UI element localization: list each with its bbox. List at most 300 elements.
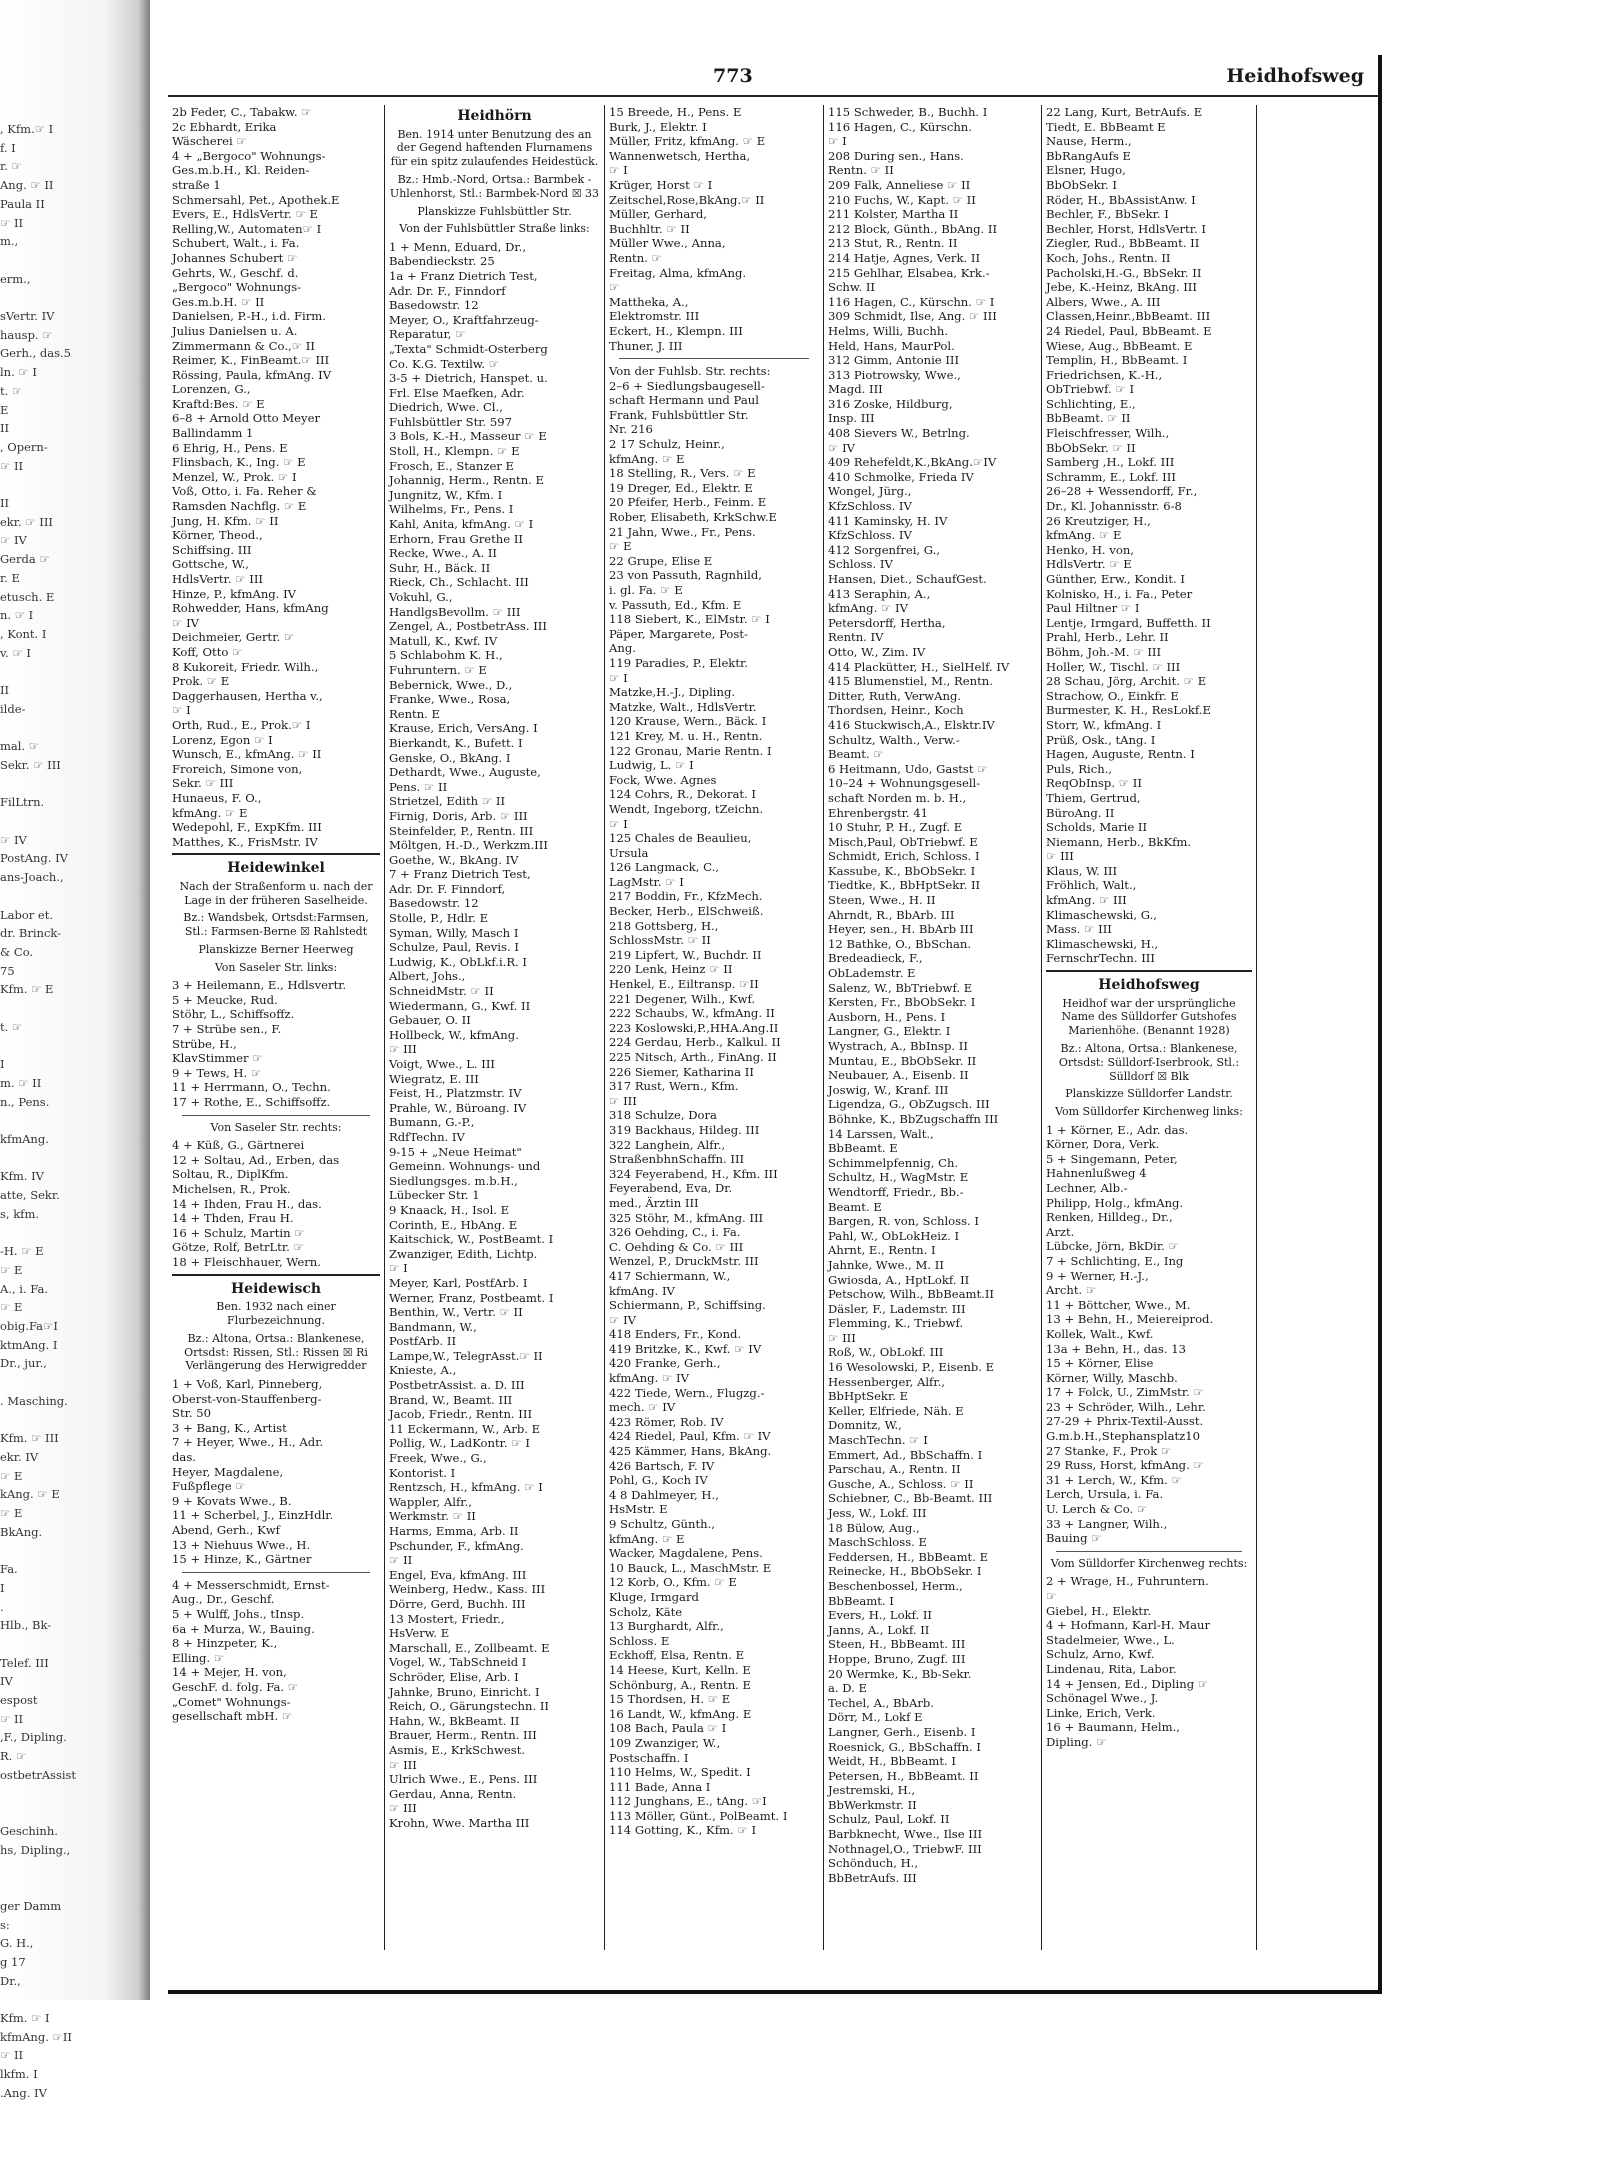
directory-entry: 9 + Tews, H. ☞ — [172, 1065, 262, 1080]
left-page-fragment: atte, Sekr. — [0, 1188, 60, 1203]
directory-entry: 4 + „Bergoco" Wohnungs- — [172, 148, 326, 163]
directory-entry: Ziegler, Rud., BbBeamt. II — [1046, 236, 1200, 251]
directory-entry: BüroAng. II — [1046, 805, 1115, 820]
directory-entry: Möltgen, H.-D., Werkzm.III — [389, 838, 548, 853]
directory-entry: Schönburg, A., Rentn. E — [609, 1677, 752, 1692]
directory-entry: Soltau, R., DiplKfm. — [172, 1167, 289, 1182]
directory-entry: Hahnenlußweg 4 — [1046, 1166, 1147, 1181]
left-page-fragment: Fa. — [0, 1562, 18, 1577]
directory-entry: 1 + Menn, Eduard, Dr., — [389, 239, 527, 254]
directory-entry: Reparatur, ☞ — [389, 327, 466, 342]
directory-entry: BbBeamt. I — [828, 1593, 894, 1608]
directory-entry: Kahl, Anita, kfmAng. ☞ I — [389, 517, 534, 532]
directory-entry: Strübe, H., — [172, 1036, 237, 1051]
directory-entry: Johannes Schubert ☞ — [172, 250, 298, 265]
directory-entry: Stöhr, L., Schiffsoffz. — [172, 1007, 295, 1022]
directory-entry: Jungnitz, W., Kfm. I — [389, 487, 503, 502]
directory-entry: Schimmelpfennig, Ch. — [828, 1155, 959, 1170]
street-description: Nach der Straßenform u. nach der Lage in der früheren Saselheide. — [179, 879, 373, 907]
directory-entry: 2c Ebhardt, Erika — [172, 119, 277, 134]
directory-entry: Ahrndt, R., BbArb. III — [828, 907, 955, 922]
directory-entry: Barbknecht, Wwe., Ilse III — [828, 1827, 983, 1842]
left-page-fragment: Labor et. — [0, 907, 54, 922]
directory-entry: C. Oehding & Co. ☞ III — [609, 1239, 744, 1254]
directory-entry: 2 + Wrage, H., Fuhruntern. — [1046, 1574, 1209, 1589]
directory-entry: Klaus, W. III — [1046, 863, 1118, 878]
directory-entry: KfzSchloss. IV — [828, 528, 912, 543]
directory-entry: „Bergoco" Wohnungs- — [172, 280, 302, 295]
directory-entry: i. gl. Fa. ☞ E — [609, 583, 683, 597]
directory-entry: kfmAng. IV — [609, 1283, 675, 1298]
directory-entry: Ang. — [609, 641, 636, 656]
directory-entry: Bechler, F., BbSekr. I — [1046, 207, 1169, 222]
directory-entry: 13 + Niehuus Wwe., H. — [172, 1537, 311, 1552]
directory-entry: Fröhlich, Walt., — [1046, 878, 1137, 893]
directory-entry: Zwanziger, Edith, Lichtp. — [389, 1246, 538, 1261]
directory-entry: Jahnke, Bruno, Einricht. I — [389, 1684, 540, 1699]
directory-entry: Werner, Franz, Postbeamt. I — [389, 1290, 554, 1305]
directory-entry: Beschenbossel, Herm., — [828, 1578, 963, 1593]
left-page-fragment: ☞ IV — [0, 832, 27, 847]
directory-entry: Schloss. E — [609, 1633, 670, 1648]
directory-entry: Meyer, O., Kraftfahrzeug- — [389, 312, 539, 327]
directory-entry: Jahnke, Wwe., M. II — [828, 1257, 944, 1272]
left-page-fragment: r. E — [0, 570, 20, 585]
directory-entry: Wilhelms, Fr., Pens. I — [389, 502, 514, 517]
running-head: Heidhofsweg — [1226, 65, 1364, 87]
directory-entry: 424 Riedel, Paul, Kfm. ☞ IV — [609, 1429, 771, 1444]
directory-entry: Albers, Wwe., A. III — [1046, 294, 1161, 309]
directory-entry: 124 Cohrs, R., Dekorat. I — [609, 787, 757, 802]
directory-entry: Pahl, W., ObLokHeiz. I — [828, 1228, 960, 1243]
directory-entry: Zeitschel,Rose,BkAng.☞ II — [609, 192, 765, 207]
directory-entry: SchneidMstr. ☞ II — [389, 984, 494, 999]
directory-entry: Goethe, W., BkAng. IV — [389, 852, 519, 867]
left-page-fragment — [0, 1859, 150, 1878]
directory-entry: Bandmann, W., — [389, 1319, 477, 1334]
directory-entry: 110 Helms, W., Spedit. I — [609, 1765, 751, 1780]
directory-entry: Schloss. IV — [828, 557, 893, 572]
directory-entry: Wiegratz, E. III — [389, 1071, 479, 1086]
directory-entry: Adr. Dr. F., Finndorf — [389, 283, 506, 298]
directory-entry: Feist, H., Platzmstr. IV — [389, 1086, 522, 1101]
directory-entry: Müller Wwe., Anna, — [609, 236, 726, 251]
directory-entry: 4 8 Dahlmeyer, H., — [609, 1487, 719, 1502]
directory-entry: Freitag, Alma, kfmAng. — [609, 265, 747, 280]
left-page-fragment: v. ☞ I — [0, 645, 31, 660]
left-page-fragment: ☞ II — [0, 458, 24, 473]
street-description: Ben. 1914 unter Benutzung des an der Gegend haftenden Flurnamens für ein spitz zulaufendes Heidestück. — [390, 127, 599, 169]
directory-entry: Langner, Gerh., Eisenb. I — [828, 1724, 976, 1739]
directory-entry: ReqObInsp. ☞ II — [1046, 776, 1142, 791]
directory-entry: Sekr. ☞ III — [172, 776, 234, 791]
directory-entry: a. D. E — [828, 1681, 867, 1696]
directory-entry: Engel, Eva, kfmAng. III — [389, 1567, 527, 1582]
directory-entry: 8 Kukoreit, Friedr. Wilh., — [172, 659, 319, 674]
directory-entry: Kaitschick, W., PostBeamt. I — [389, 1232, 554, 1247]
directory-entry: Dörre, Gerd, Buchh. III — [389, 1596, 526, 1611]
directory-entry: Burk, J., Elektr. I — [609, 119, 707, 134]
directory-entry: 417 Schiermann, W., — [609, 1268, 731, 1283]
directory-entry: Heyer, Magdalene, — [172, 1464, 284, 1479]
directory-entry: BbBeamt. ☞ II — [1046, 411, 1131, 426]
left-page-fragment: & Co. — [0, 944, 34, 959]
left-page-fragment: PostAng. IV — [0, 851, 68, 866]
directory-entry: Elektromstr. III — [609, 309, 700, 324]
left-page-fragment: hausp. ☞ — [0, 327, 53, 342]
directory-entry: Krüger, Horst ☞ I — [609, 177, 713, 192]
directory-entry: Heyer, sen., H. BbArb III — [828, 922, 974, 937]
directory-entry: „Texta" Schmidt-Osterberg — [389, 341, 548, 356]
left-page-fragment — [0, 1990, 150, 2009]
directory-entry: Tiedt, E. BbBeamt E — [1046, 119, 1166, 134]
directory-entry: Kluge, Irmgard — [609, 1589, 699, 1604]
directory-entry: schaft Hermann und Paul — [609, 393, 759, 408]
directory-entry: Ahrnt, E., Rentn. I — [828, 1243, 936, 1258]
directory-entry: 23 von Passuth, Ragnhild, — [609, 568, 762, 583]
directory-entry: 409 Rehefeldt,K.,BkAng.☞IV — [828, 455, 997, 470]
left-page-fragment: ,F., Dipling. — [0, 1730, 67, 1745]
left-page-fragment: Kfm. ☞ I — [0, 2011, 50, 2026]
directory-entry: Lindenau, Rita, Labor. — [1046, 1661, 1177, 1676]
left-page-fragment: m., — [0, 234, 19, 249]
directory-entry: 22 Lang, Kurt, BetrAufs. E — [1046, 105, 1203, 119]
directory-entry: Schröder, Elise, Arb. I — [389, 1669, 519, 1684]
directory-entry: SchlossMstr. ☞ II — [609, 933, 711, 948]
directory-entry: ☞ I — [389, 1261, 408, 1276]
street-subheading: Vom Sülldorfer Kirchenweg links: — [1055, 1105, 1243, 1118]
directory-entry: BbHptSekr. E — [828, 1389, 909, 1404]
directory-entry: Puls, Rich., — [1046, 761, 1113, 776]
directory-entry: ☞ II — [389, 1553, 413, 1568]
directory-entry: Ursula — [609, 845, 649, 860]
left-page-fragment — [0, 812, 150, 831]
directory-entry: Kolnisko, H., i. Fa., Peter — [1046, 586, 1193, 601]
directory-entry: Ehrenbergstr. 41 — [828, 805, 929, 820]
directory-entry: Wenzel, P., DruckMstr. III — [609, 1254, 759, 1269]
directory-entry: 11 + Herrmann, O., Techn. — [172, 1080, 331, 1095]
directory-entry: kfmAng. ☞ E — [172, 805, 248, 820]
directory-entry: Ges.m.b.H. ☞ II — [172, 294, 265, 309]
directory-entry: ☞ III — [1046, 849, 1074, 864]
directory-entry: 26 Kreutziger, H., — [1046, 513, 1151, 528]
left-page-fragment: mal. ☞ — [0, 739, 40, 754]
directory-entry: 125 Chales de Beaulieu, — [609, 831, 752, 846]
directory-entry: Holler, W., Tischl. ☞ III — [1046, 659, 1181, 674]
street-description: Heidhof war der ursprüngliche Name des Sülldorfer Gutshofes Marienhöhe. (Benannt 1928) — [1061, 996, 1237, 1038]
directory-entry: 14 Larssen, Walt., — [828, 1126, 934, 1141]
directory-entry: Bebernick, Wwe., D., — [389, 677, 513, 692]
directory-entry: Schönduch, H., — [828, 1856, 919, 1871]
directory-entry: Zimmermann & Co.,☞ II — [172, 338, 315, 353]
column-6 — [1256, 105, 1478, 1950]
directory-entry: Janns, A., Lokf. II — [828, 1622, 930, 1637]
street-heading: Heidewisch — [172, 1274, 380, 1297]
left-page-fragment: .Ang. IV — [0, 2085, 47, 2100]
left-page-fragment: Geschinh. — [0, 1823, 58, 1838]
left-page-fragment: n. ☞ I — [0, 608, 34, 623]
street-subheading: Von der Fuhlsbüttler Straße links: — [399, 222, 590, 236]
directory-entry: Pens. ☞ II — [389, 779, 448, 794]
directory-entry: 13 Mostert, Friedr., — [389, 1611, 505, 1626]
directory-entry: Salenz, W., BbTriebwf. E — [828, 980, 973, 995]
left-page-fragment: , Kont. I — [0, 626, 47, 641]
directory-entry: 6–8 + Arnold Otto Meyer — [172, 411, 320, 426]
directory-entry: 114 Gotting, K., Kfm. ☞ I — [609, 1823, 757, 1838]
directory-entry: Fuhruntern. ☞ E — [389, 662, 487, 677]
left-page-fragment: ilde- — [0, 701, 26, 716]
directory-entry: straße 1 — [172, 177, 221, 192]
directory-entry: 426 Bartsch, F. IV — [609, 1458, 715, 1473]
directory-entry: G.m.b.H.,Stephansplatz10 — [1046, 1429, 1201, 1444]
left-page-fragment: -H. ☞ E — [0, 1244, 44, 1259]
directory-entry: Steinfelder, P., Rentn. III — [389, 823, 534, 838]
directory-entry: Bumann, G.-P., — [389, 1115, 475, 1130]
left-page-fragment: kfmAng. ☞II — [0, 2029, 72, 2044]
left-page-fragment: ans-Joach., — [0, 870, 64, 885]
directory-entry: ☞ III — [389, 1042, 417, 1057]
directory-entry: Ulrich Wwe., E., Pens. III — [389, 1772, 538, 1787]
directory-entry: 412 Sorgenfrei, G., — [828, 542, 941, 557]
directory-entry: 325 Stöhr, M., kfmAng. III — [609, 1210, 764, 1225]
directory-entry: 27-29 + Phrix-Textil-Ausst. — [1046, 1414, 1204, 1429]
directory-entry: 2b Feder, C., Tabakw. ☞ — [172, 105, 312, 119]
directory-entry: Frl. Else Maefken, Adr. — [389, 385, 525, 400]
left-page-fragment — [0, 1785, 150, 1804]
left-page-fragment — [0, 1803, 150, 1822]
directory-entry: Elling. ☞ — [172, 1650, 225, 1665]
directory-entry: 3-5 + Dietrich, Hanspet. u. — [389, 371, 548, 386]
directory-entry: Schiffsing. III — [172, 542, 252, 557]
directory-entry: 20 Pfeifer, Herb., Feinm. E — [609, 495, 767, 510]
directory-entry: GeschF. d. folg. Fa. ☞ — [172, 1679, 299, 1694]
directory-entry: Wannenwetsch, Hertha, — [609, 148, 751, 163]
directory-entry: Menzel, W., Prok. ☞ I — [172, 469, 297, 484]
directory-entry: Von der Fuhlsb. Str. rechts: — [609, 364, 771, 379]
directory-entry: Brauer, Herm., Rentn. III — [389, 1728, 537, 1743]
directory-entry: gesellschaft mbH. ☞ — [172, 1709, 293, 1724]
directory-entry: 18 Bülow, Aug., — [828, 1520, 920, 1535]
directory-entry: Rieck, Ch., Schlacht. III — [389, 575, 529, 590]
directory-entry: Schmidt, Erich, Schloss. I — [828, 849, 980, 864]
left-page-fragment: f. I — [0, 140, 16, 155]
directory-entry: 324 Feyerabend, H., Kfm. III — [609, 1166, 778, 1181]
directory-entry: Gottsche, W., — [172, 557, 249, 572]
directory-entry: 26–28 + Wessendorff, Fr., — [1046, 484, 1198, 499]
left-page-fragment: ekr. ☞ III — [0, 514, 53, 529]
directory-entry: Bauing ☞ — [1046, 1531, 1102, 1546]
directory-entry: Rentn. ☞ — [609, 250, 662, 265]
directory-entry: Böhm, Joh.-M. ☞ III — [1046, 644, 1162, 659]
left-page-fragment: Kfm. IV — [0, 1169, 44, 1184]
directory-entry: Elsner, Hugo, — [1046, 163, 1126, 178]
directory-entry: Krause, Erich, VersAng. I — [389, 721, 538, 736]
directory-entry: kfmAng. ☞ IV — [609, 1371, 689, 1386]
directory-entry: Erhorn, Frau Grethe II — [389, 531, 523, 546]
directory-entry: ☞ III — [389, 1757, 417, 1772]
left-page-fragment — [0, 475, 150, 494]
directory-entry: Asmis, E., KrkSchwest. — [389, 1742, 526, 1757]
directory-entry: Schiebner, C., Bb-Beamt. III — [828, 1491, 993, 1506]
directory-entry: ☞ I — [609, 670, 628, 685]
directory-entry: Freek, Wwe., G., — [389, 1451, 487, 1466]
directory-entry: Genske, O., BkAng. I — [389, 750, 511, 765]
left-page-fragment: obig.Fa☞I — [0, 1319, 58, 1333]
directory-entry: 213 Stut, R., Rentn. II — [828, 236, 958, 251]
directory-entry: 312 Gimm, Antonie III — [828, 353, 960, 368]
directory-entry: ObTriebwf. ☞ I — [1046, 382, 1135, 397]
directory-entry: 111 Bade, Anna I — [609, 1779, 711, 1794]
directory-entry: Reinecke, H., BbObSekr. I — [828, 1564, 982, 1579]
directory-entry: Rentn. E — [389, 706, 441, 721]
left-page-fragment: ☞ IV — [0, 533, 27, 548]
directory-entry: 7 + Heyer, Wwe., H., Adr. — [172, 1435, 324, 1450]
street-subheading: Vom Sülldorfer Kirchenweg rechts: — [1050, 1556, 1248, 1570]
street-heading: Heidewinkel — [172, 853, 380, 876]
left-page-fragment — [0, 1223, 150, 1242]
directory-entry: Koch, Johs., Rentn. II — [1046, 250, 1171, 265]
left-page-fragment — [0, 1541, 150, 1560]
left-page-fragment: Paula II — [0, 196, 45, 211]
directory-entry: 116 Hagen, C., Kürschn. ☞ I — [828, 294, 995, 309]
directory-entry: 22 Grupe, Elise E — [609, 553, 713, 568]
left-page-fragment: A., i. Fa. — [0, 1281, 48, 1296]
directory-entry: 33 + Langner, Wilh., — [1046, 1516, 1168, 1531]
directory-entry: 3 + Heilemann, E., Hdlsvertr. — [172, 978, 347, 993]
directory-page — [168, 55, 1382, 1994]
directory-entry: Niemann, Herb., BkKfm. — [1046, 834, 1192, 849]
directory-entry: Körner, Willy, Maschb. — [1046, 1370, 1178, 1385]
directory-entry: MaschSchloss. E — [828, 1535, 928, 1550]
header-rule — [168, 95, 1378, 97]
directory-entry: Lerch, Ursula, i. Fa. — [1046, 1487, 1164, 1502]
street-description: Bz.: Altona, Ortsa.: Blankenese, Ortsdst: Rissen, Stl.: Rissen ☒ Ri Verlängerung des Herwigredder — [184, 1331, 368, 1373]
directory-entry: Misch,Paul, ObTriebwf. E — [828, 834, 978, 849]
directory-entry: Eckert, H., Klempn. III — [609, 323, 743, 338]
left-page-fragment — [0, 1111, 150, 1130]
directory-entry: Pschunder, F., kfmAng. — [389, 1538, 524, 1553]
directory-entry: Rössing, Paula, kfmAng. IV — [172, 367, 332, 382]
directory-entry: Wappler, Alfr., — [389, 1494, 472, 1509]
directory-entry: 2–6 + Siedlungsbaugesell- — [609, 378, 765, 393]
directory-entry: Bierkandt, K., Bufett. I — [389, 735, 523, 750]
directory-entry: 15 Breede, H., Pens. E — [609, 105, 742, 119]
directory-entry: 16 Wesolowski, P., Eisenb. E — [828, 1360, 995, 1375]
directory-entry: BbObSekr. ☞ II — [1046, 440, 1136, 455]
directory-entry: Steen, H., BbBeamt. III — [828, 1637, 966, 1652]
directory-entry: Müller, Gerhard, — [609, 207, 707, 222]
directory-entry: 6 Ehrig, H., Pens. E — [172, 440, 288, 455]
directory-entry: 316 Zoske, Hildburg, — [828, 396, 953, 411]
directory-entry: 18 Stelling, R., Vers. ☞ E — [609, 466, 756, 481]
directory-entry: Reimer, K., FinBeamt.☞ III — [172, 353, 330, 368]
directory-entry: Samberg ,H., Lokf. III — [1046, 455, 1175, 470]
left-page-fragment: I — [0, 1057, 5, 1072]
directory-entry: 9 + Werner, H.-J., — [1046, 1268, 1149, 1283]
directory-entry: HandlgsBevollm. ☞ III — [389, 604, 521, 619]
directory-entry: Arzt. — [1046, 1224, 1075, 1239]
left-page-fragment: , Kfm.☞ I — [0, 122, 54, 136]
directory-entry: Giebel, H., Elektr. — [1046, 1603, 1152, 1618]
directory-entry: Renken, Hilldeg., Dr., — [1046, 1210, 1173, 1225]
column-4 — [823, 105, 1041, 1950]
directory-entry: 14 + Thden, Frau H. — [172, 1211, 294, 1226]
directory-entry: Hahn, W., BkBeamt. II — [389, 1713, 520, 1728]
directory-entry: Stadelmeier, Wwe., L. — [1046, 1632, 1175, 1647]
directory-entry: 17 + Rothe, E., Schiffsoffz. — [172, 1095, 331, 1109]
left-page-fragment — [0, 1878, 150, 1897]
directory-entry: Hansen, Diet., SchaufGest. — [828, 572, 987, 586]
directory-entry: das. — [172, 1450, 196, 1465]
left-page-fragment: II — [0, 421, 10, 436]
directory-entry: Krohn, Wwe. Martha III — [389, 1815, 530, 1830]
directory-entry: Matzke, Walt., HdlsVertr. — [609, 699, 757, 714]
directory-entry: Domnitz, W., — [828, 1418, 902, 1433]
directory-entry: Techel, A., BbArb. — [828, 1695, 934, 1710]
left-page-fragment: ln. ☞ I — [0, 365, 37, 380]
directory-entry: 12 Bathke, O., BbSchan. — [828, 936, 972, 951]
directory-entry: 7 + Schlichting, E., Ing — [1046, 1253, 1184, 1268]
directory-entry: 225 Nitsch, Arth., FinAng. II — [609, 1050, 777, 1064]
left-page-fragment: etusch. E — [0, 589, 55, 604]
directory-entry: Michelsen, R., Prok. — [172, 1181, 291, 1196]
directory-entry: Rentzsch, H., kfmAng. ☞ I — [389, 1480, 543, 1495]
directory-entry: Matull, K., Kwf. IV — [389, 633, 498, 648]
directory-entry: Götze, Rolf, BetrLtr. ☞ — [172, 1240, 304, 1255]
directory-entry: Prüß, Osk., tAng. I — [1046, 732, 1156, 747]
directory-entry: Siedlungsges. m.b.H., — [389, 1173, 518, 1188]
left-page-fragment: sVertr. IV — [0, 309, 55, 324]
directory-entry: Gusche, A., Schloss. ☞ II — [828, 1476, 974, 1491]
directory-entry: 5 + Wulff, Johs., tInsp. — [172, 1607, 305, 1622]
directory-entry: Fleischfresser, Wilh., — [1046, 426, 1170, 441]
directory-entry: Gerdau, Anna, Rentn. — [389, 1786, 517, 1801]
directory-entry: Jestremski, H., — [828, 1783, 916, 1798]
directory-entry: 126 Langmack, C., — [609, 860, 719, 875]
street-subheading: Planskizze Fuhlsbüttler Str. — [417, 204, 572, 218]
directory-entry: Ramsden Nachflg. ☞ E — [172, 499, 307, 514]
directory-entry: 422 Tiede, Wern., Flugzg.- — [609, 1385, 765, 1400]
section-separator — [619, 358, 809, 359]
left-page-fragments — [0, 120, 150, 2100]
directory-entry: Pollig, W., LadKontr. ☞ I — [389, 1436, 530, 1451]
directory-entry: Rohwedder, Hans, kfmAng — [172, 601, 329, 616]
directory-entry: Babendieckstr. 25 — [389, 254, 495, 269]
left-page-fragment — [0, 251, 150, 270]
directory-entry: Marschall, E., Zollbeamt. E — [389, 1640, 550, 1655]
directory-entry: kfmAng. ☞ IV — [828, 601, 908, 616]
directory-entry: Päper, Margarete, Post- — [609, 626, 748, 641]
directory-entry: 120 Krause, Wern., Bäck. I — [609, 714, 767, 729]
left-page-fragment: Kfm. ☞ E — [0, 982, 54, 997]
left-page-fragment: ☞ E — [0, 1468, 23, 1483]
directory-entry: Hinze, P., kfmAng. IV — [172, 586, 297, 601]
directory-entry: Müller, Fritz, kfmAng. ☞ E — [609, 134, 766, 149]
directory-entry: StraßenbhnSchaffn. III — [609, 1152, 745, 1167]
directory-entry: Röder, H., BbAssistAnw. I — [1046, 192, 1196, 207]
directory-entry: 16 + Baumann, Helm., — [1046, 1720, 1180, 1735]
left-page-fragment: g 17 — [0, 1954, 26, 1969]
directory-entry: 119 Paradies, P., Elektr. — [609, 655, 748, 670]
directory-entry: KfzSchloss. IV — [828, 499, 912, 514]
directory-entry: 317 Rust, Wern., Kfm. — [609, 1079, 739, 1094]
directory-entry: Hoppe, Bruno, Zugf. III — [828, 1651, 966, 1666]
directory-entry: Suhr, H., Bäck. II — [389, 560, 491, 575]
directory-entry: Gebauer, O. II — [389, 1013, 471, 1028]
left-page-fragment: kfmAng. — [0, 1131, 49, 1146]
directory-entry: Basedowstr. 12 — [389, 298, 479, 313]
directory-entry: Tiedtke, K., BbHptSekr. II — [828, 878, 981, 893]
